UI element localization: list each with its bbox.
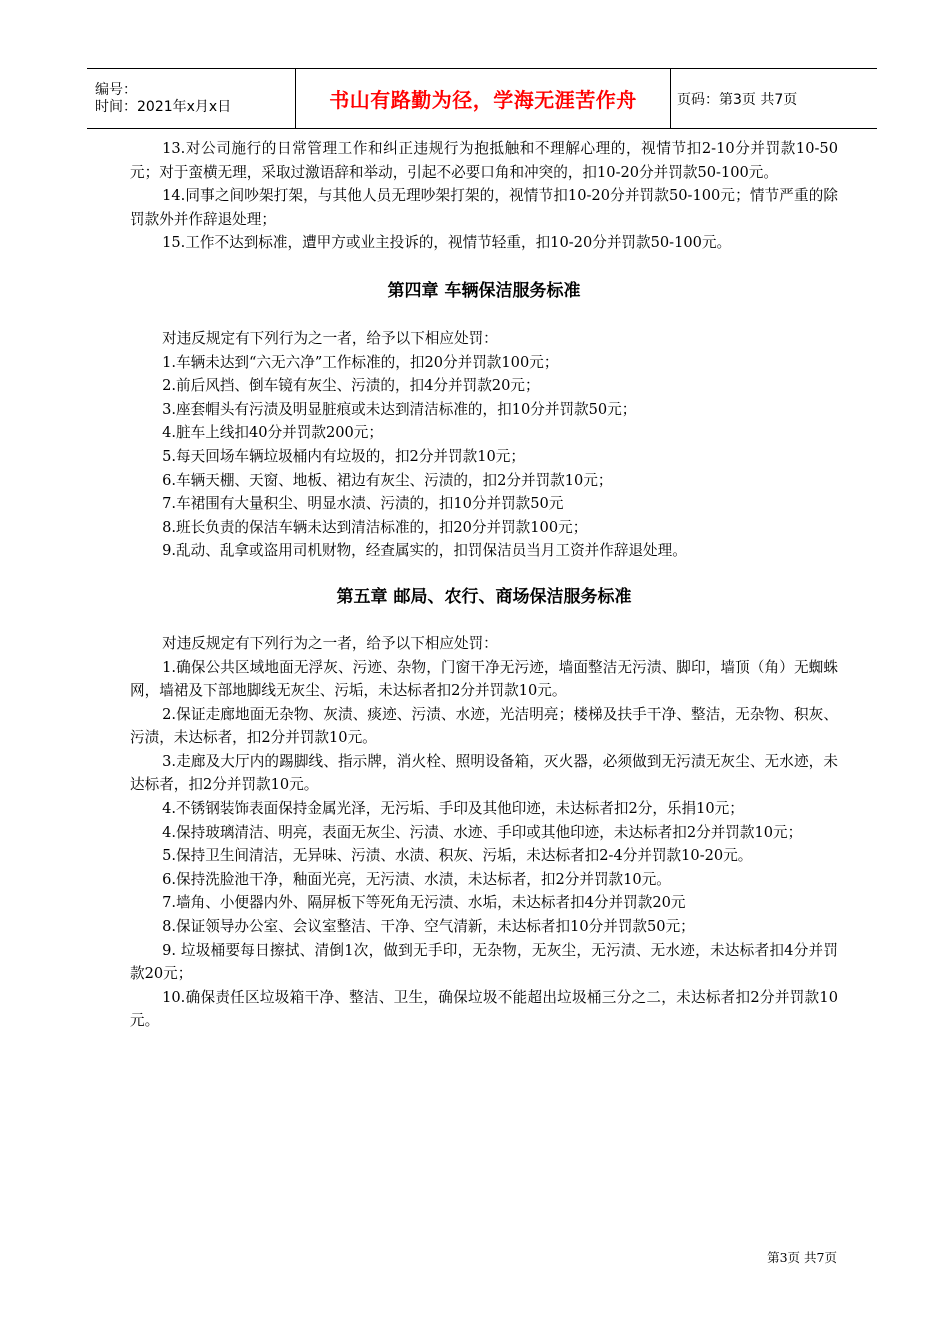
paragraph: 9. 垃圾桶要每日擦拭、清倒1次，做到无手印，无杂物，无灰尘，无污渍、无水迹，未达标者扣4分并罚款20元； (130, 941, 838, 983)
chapter-4-title: 第四章 车辆保洁服务标准 (387, 280, 581, 301)
paragraph: 8.班长负责的保洁车辆未达到清洁标准的，扣20分并罚款100元； (162, 518, 588, 536)
paragraph: 1.确保公共区域地面无浮灰、污迹、杂物，门窗干净无污迹，墙面整洁无污渍、脚印，墙顶（角）无蜘蛛网，墙裙及下部地脚线无灰尘、污垢，未达标者扣2分并罚款10元。 (130, 658, 838, 700)
paragraph: 4.脏车上线扣40分并罚款200元； (162, 424, 383, 442)
paragraph: 2.保证走廊地面无杂物、灰渍、痰迹、污渍、水迹，光洁明亮；楼梯及扶手干净、整洁，无杂物、积灰、污渍，未达标者，扣2分并罚款10元。 (130, 705, 838, 747)
page-footer: 第3页 共7页 (767, 1250, 837, 1265)
header-page-info: 页码：第3页 共7页 (671, 69, 878, 129)
document-header (87, 68, 877, 129)
paragraph: 3.走廊及大厅内的踢脚线、指示牌，消火栓、照明设备箱，灭火器，必须做到无污渍无灰尘、无水迹，未达标者，扣2分并罚款10元。 (130, 752, 838, 794)
paragraph: 2.前后风挡、倒车镜有灰尘、污渍的，扣4分并罚款20元； (162, 377, 540, 395)
paragraph: 对违反规定有下列行为之一者，给予以下相应处罚： (162, 634, 498, 652)
header-meta (87, 69, 296, 129)
header-serial-label: 编号： (95, 81, 137, 98)
paragraph: 7.车裙围有大量积尘、明显水渍、污渍的，扣10分并罚款50元 (162, 495, 564, 513)
paragraph: 10.确保责任区垃圾箱干净、整洁、卫生，确保垃圾不能超出垃圾桶三分之二，未达标者扣2分并罚款10元。 (130, 988, 838, 1030)
header-time-label: 时间：2021年x月x日 (95, 98, 232, 115)
paragraph: 3.座套帽头有污渍及明显脏痕或未达到清洁标准的，扣10分并罚款50元； (162, 400, 637, 418)
paragraph: 1.车辆未达到“六无六净”工作标准的，扣20分并罚款100元； (162, 353, 559, 371)
paragraph: 13.对公司施行的日常管理工作和纠正违规行为抱抵触和不理解心理的，视情节扣2-10分并罚款10-50元；对于蛮横无理，采取过激语辞和举动，引起不必要口角和冲突的，扣10-20分并罚款50-100元。 (130, 140, 838, 181)
paragraph: 14.同事之间吵架打架，与其他人员无理吵架打架的，视情节扣10-20分并罚款50-100元；情节严重的除罚款外并作辞退处理； (130, 187, 838, 228)
paragraph: 5.保持卫生间清洁，无异味、污渍、水渍、积灰、污垢，未达标者扣2-4分并罚款10-20元。 (162, 847, 753, 865)
paragraph: 对违反规定有下列行为之一者，给予以下相应处罚： (162, 329, 498, 347)
document-body (130, 137, 838, 1033)
paragraph: 7.墙角、小便器内外、隔屏板下等死角无污渍、水垢，未达标者扣4分并罚款20元 (162, 894, 686, 912)
paragraph: 9.乱动、乱拿或盗用司机财物，经查属实的，扣罚保洁员当月工资并作辞退处理。 (162, 542, 687, 560)
paragraph: 5.每天回场车辆垃圾桶内有垃圾的，扣2分并罚款10元； (162, 447, 525, 465)
paragraph: 15.工作不达到标准，遭甲方或业主投诉的，视情节轻重，扣10-20分并罚款50-100元。 (162, 234, 732, 252)
header-motto: 书山有路勤为径，学海无涯苦作舟 (296, 69, 671, 129)
chapter-5-title: 第五章 邮局、农行、商场保洁服务标准 (336, 586, 632, 607)
paragraph: 4.不锈钢装饰表面保持金属光泽，无污垢、手印及其他印迹，未达标者扣2分，乐捐10元； (162, 800, 744, 818)
paragraph: 6.车辆天棚、天窗、地板、裙边有灰尘、污渍的，扣2分并罚款10元； (162, 471, 613, 489)
paragraph: 4.保持玻璃清洁、明亮，表面无灰尘、污渍、水迹、手印或其他印迹，未达标者扣2分并罚款10元； (162, 823, 803, 841)
paragraph: 8.保证领导办公室、会议室整洁、干净、空气清新，未达标者扣10分并罚款50元； (162, 918, 695, 936)
paragraph: 6.保持洗脸池干净，釉面光亮，无污渍、水渍，未达标者，扣2分并罚款10元。 (162, 870, 671, 888)
